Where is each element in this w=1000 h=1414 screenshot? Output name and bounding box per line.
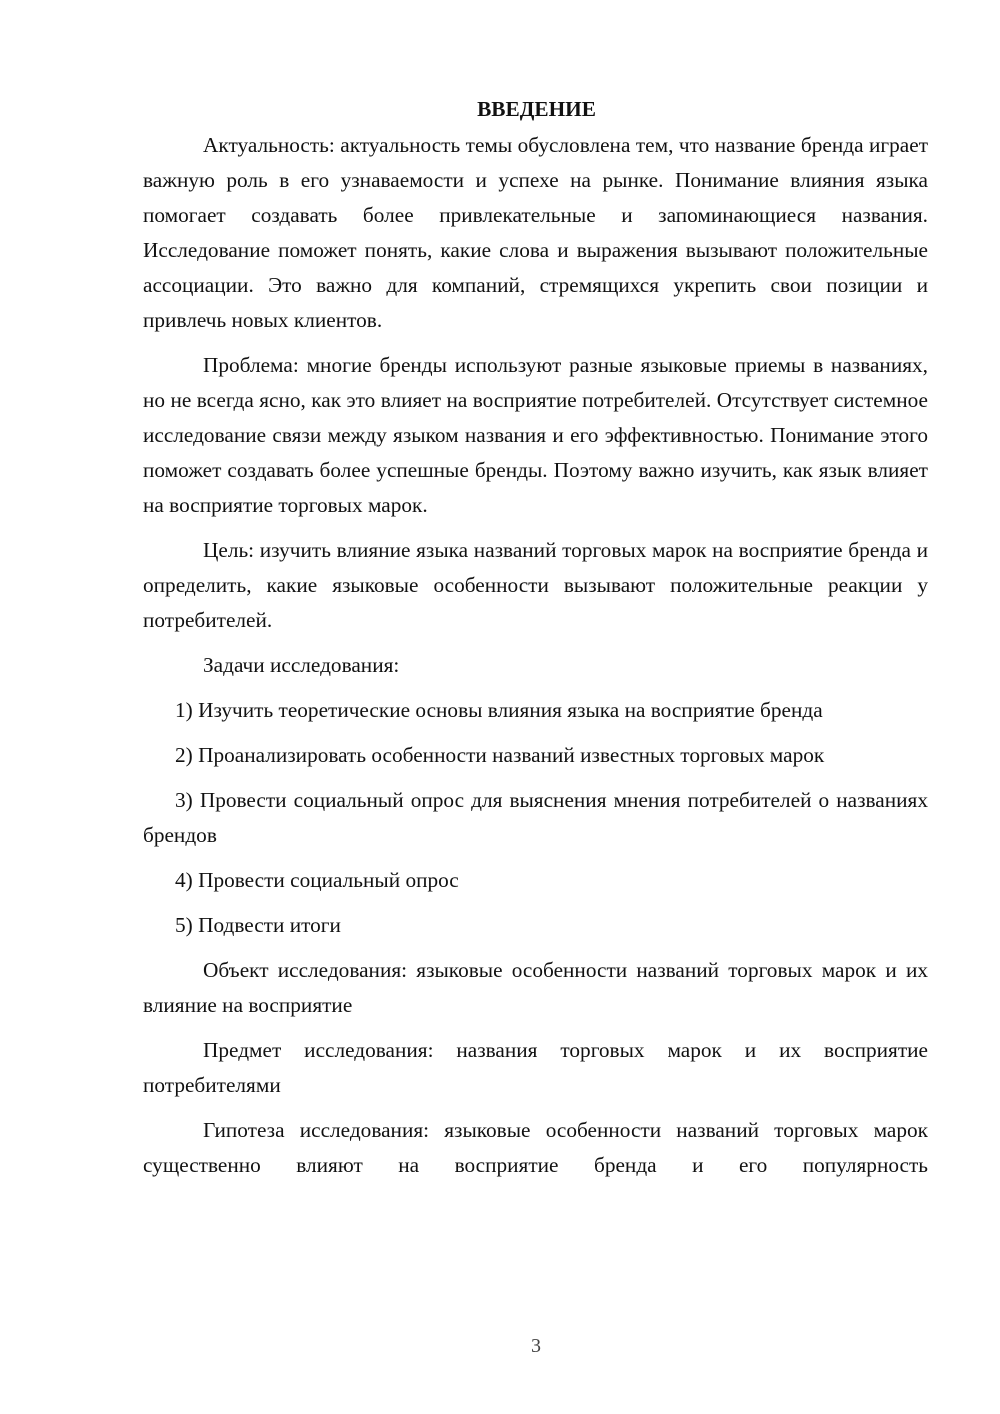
paragraph-subject: Предмет исследования: названия торговых марок и их восприятие потребителями (143, 1038, 928, 1097)
page-title: ВВЕДЕНИЕ (477, 97, 596, 121)
task-item-5: 5) Подвести итоги (175, 913, 341, 937)
paragraph-tasks-heading: Задачи исследования: (203, 653, 400, 677)
task-item-4: 4) Провести социальный опрос (175, 868, 459, 892)
task-item-2: 2) Проанализировать особенности названий известных торговых марок (175, 743, 825, 767)
paragraph-object: Объект исследования: языковые особенности названий торговых марок и их влияние на восприятие (143, 958, 928, 1017)
task-item-1: 1) Изучить теоретические основы влияния языка на восприятие бренда (175, 698, 823, 722)
paragraph-relevance: Актуальность: актуальность темы обусловлена тем, что название бренда играет важную роль в его узнаваемости и успехе на рынке. Понимание влияния языка помогает создавать более привлекательные и запоминающиеся названия. Исследование поможет понять, какие слова и выражения вызывают положительные ассоциации. Это важно для компаний, стремящихся укрепить свои позиции и привлечь новых клиентов. (143, 133, 928, 332)
page-number: 3 (531, 1335, 541, 1357)
paragraph-hypothesis: Гипотеза исследования: языковые особенности названий торговых марок существенно влияют на восприятие бренда и его популярность (143, 1118, 928, 1177)
page-content (143, 92, 928, 1193)
task-item-3: 3) Провести социальный опрос для выяснения мнения потребителей о названиях брендов (143, 788, 928, 847)
paragraph-goal: Цель: изучить влияние языка названий торговых марок на восприятие бренда и определить, какие языковые особенности вызывают положительные реакции у потребителей. (143, 538, 928, 632)
paragraph-problem: Проблема: многие бренды используют разные языковые приемы в названиях, но не всегда ясно, как это влияет на восприятие потребителей. Отсутствует системное исследование связи между языком названия и его эффективностью. Понимание этого поможет создавать более успешные бренды. Поэтому важно изучить, как язык влияет на восприятие торговых марок. (143, 353, 928, 517)
